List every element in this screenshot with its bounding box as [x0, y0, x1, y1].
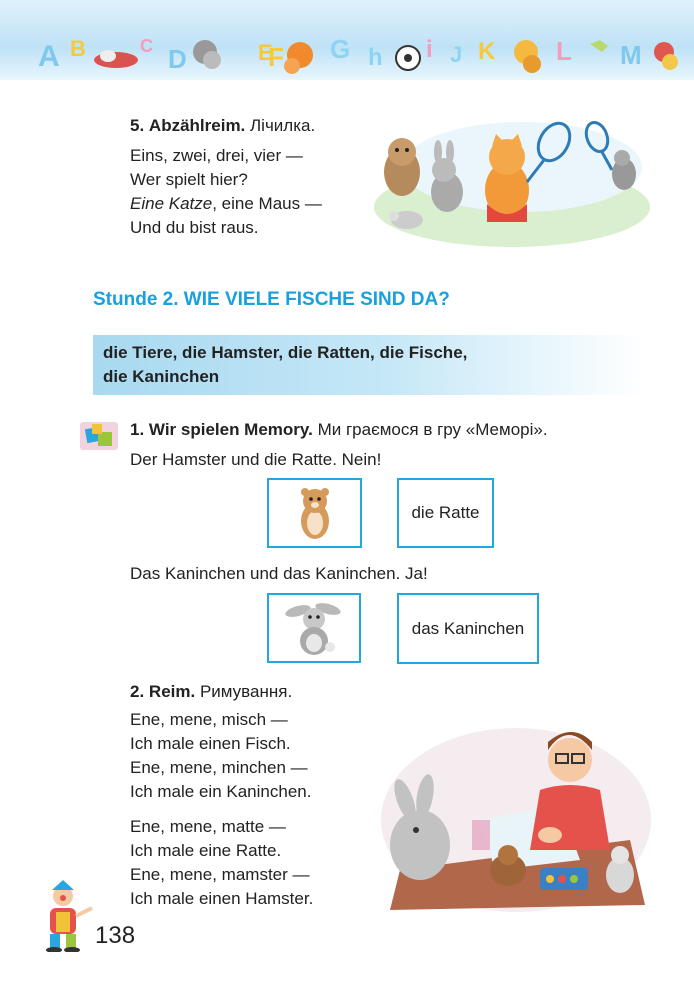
lesson-heading: Stunde 2. WIE VIELE FISCHE SIND DA?: [93, 289, 450, 310]
rabbit-icon: [284, 599, 344, 657]
memory-card-hamster[interactable]: [267, 478, 362, 548]
vocabulary-box: [93, 335, 643, 395]
header-animals-illustration: [0, 0, 694, 80]
task1-title: [130, 420, 548, 440]
letter: G: [330, 34, 351, 64]
task-title-de: Abzählreim.: [148, 116, 246, 135]
task-title-uk: Ми граємося в гру «Меморі».: [317, 420, 548, 439]
card-label: die Ratte: [411, 503, 480, 522]
letter: L: [556, 36, 572, 66]
letter: i: [426, 36, 433, 63]
vocab-line: die Kaninchen: [103, 367, 220, 386]
badminton-animals-illustration: [372, 112, 652, 247]
rhyme-line: Ich male ein Kaninchen.: [130, 782, 312, 801]
letter: M: [620, 40, 642, 70]
poem-line: Wer spielt hier?: [130, 170, 248, 189]
letter: E: [258, 40, 273, 65]
hamster-icon: [295, 485, 335, 541]
clown-mascot-icon: [38, 880, 98, 952]
italic-phrase: Eine Katze: [130, 194, 213, 213]
card-label: das Kaninchen: [411, 618, 525, 638]
task1-line1: Der Hamster und die Ratte. Nein!: [130, 450, 382, 469]
letter: h: [368, 44, 383, 71]
task-title-de: Wir spielen Memory.: [148, 420, 313, 439]
task1-line2: Das Kaninchen und das Kaninchen. Ja!: [130, 564, 428, 583]
rhyme-line: Ene, mene, mamster —: [130, 865, 310, 884]
task-title-uk: Лічилка.: [250, 116, 316, 135]
poem-line-rest: , eine Maus —: [212, 194, 322, 213]
memory-card-rabbit[interactable]: [267, 593, 361, 663]
boy-painting-illustration: [380, 720, 652, 915]
letter: C: [140, 36, 153, 56]
rhyme-line: Ene, mene, minchen —: [130, 758, 308, 777]
rhyme-line: Ene, mene, matte —: [130, 817, 286, 836]
memory-card-ratte[interactable]: [397, 478, 494, 548]
letter: B: [70, 36, 86, 61]
memory-card-kaninchen[interactable]: [397, 593, 539, 664]
game-cubes-icon: [80, 420, 118, 452]
task2-title: [130, 682, 292, 702]
letter: A: [38, 40, 60, 73]
letter: J: [450, 42, 463, 67]
rhyme-line: Ich male eine Ratte.: [130, 841, 282, 860]
rhyme-line: Ich male einen Fisch.: [130, 734, 291, 753]
poem-line: Und du bist raus.: [130, 218, 259, 237]
task-title-uk: Римування.: [199, 682, 293, 701]
poem-line: Eins, zwei, drei, vier —: [130, 146, 303, 165]
letter: D: [168, 44, 187, 74]
page-number: 138: [95, 922, 136, 949]
vocab-line: die Tiere, die Hamster, die Ratten, die Fische,: [103, 343, 468, 362]
poem-line-with-italic: [130, 192, 322, 216]
task-number: 5.: [130, 116, 145, 135]
rhyme-line: Ich male einen Hamster.: [130, 889, 314, 908]
task5-title: [130, 116, 315, 136]
task-title-de: Reim.: [148, 682, 196, 701]
rhyme-line: Ene, mene, misch —: [130, 710, 288, 729]
task-number: 2.: [130, 682, 145, 701]
task-number: 1.: [130, 420, 145, 439]
letter: K: [478, 38, 496, 65]
letter: F: [268, 42, 284, 72]
